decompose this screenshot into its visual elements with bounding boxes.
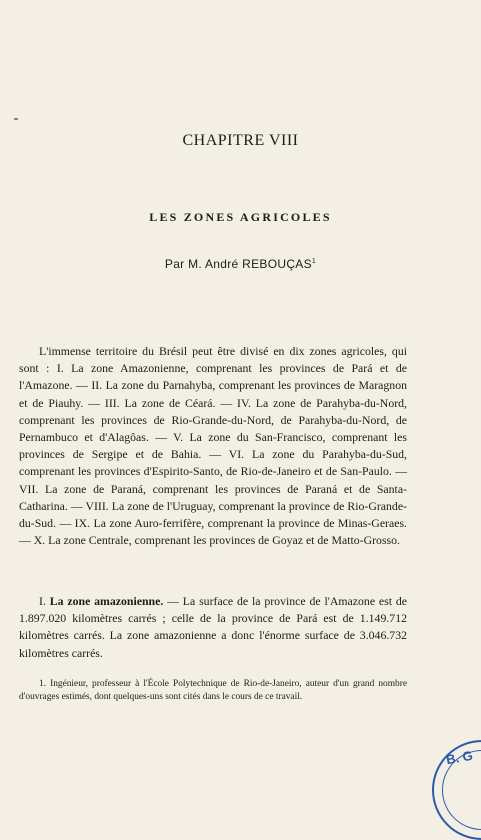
author-name: Par M. André REBOUÇAS (164, 257, 312, 271)
footnote-reference: 1 (311, 258, 317, 265)
footnote-separator (19, 668, 407, 669)
paragraph-zones-list: L'immense territoire du Brésil peut être divisé en dix zones agricoles, qui sont : I. La zone Amazonienne, comprenant les provinces de Pará et de l'Amazone. — II. La zone du Parnahyba, comprenant les provinces de Maragnon et de Piauhy. — III. La zone de Céará. — IV. La zone de Parahyba-du-Nord, comprenant les provinces de Rio-Grande-du-Nord, de Parahyba-du-Nord, de Pernambuco et d'Alagôas. — V. La zone du San-Francisco, comprenant les provinces de Sergipe et de Bahia. — VI. La zone du Parahyba-du-Sud, comprenant les provinces d'Espirito-Santo, de Rio-de-Janeiro et de San-Paulo. — VII. La zone de Paraná, comprenant les provinces de Paraná et de Santa-Catharina. — VIII. La zone de l'Uruguay, comprenant la province de Rio-Grande-du-Sud. — IX. La zone Auro-ferrifère, comprenant la province de Minas-Geraes. — X. La zone Centrale, comprenant les provinces de Goyaz et de Matto-Grosso. (19, 344, 407, 548)
stamp-text: B. G (444, 747, 474, 768)
footnote: 1. Ingénieur, professeur à l'École Polytechnique de Rio-de-Janeiro, auteur d'un grand nombre d'ouvrages estimés, dont quelques-uns sont cités dans le cours de ce travail. (19, 679, 407, 702)
section-numeral: I. (39, 594, 46, 608)
subsection-heading: La zone amazonienne. (49, 594, 164, 608)
margin-mark (14, 118, 18, 120)
paragraph-amazon-text: — La surface de la province de l'Amazone est de 1.897.020 kilomètres carrés ; celle de la province de Pará est de 1.149.712 kilomètres carrés. La zone amazonienne a donc l'énorme surface de 3.046.732 kilomètres carrés. (19, 594, 408, 660)
paragraph-amazon-zone (19, 593, 407, 662)
library-stamp (432, 740, 481, 840)
chapter-heading: CHAPITRE VIII (182, 132, 299, 149)
section-title: LES ZONES AGRICOLES (149, 210, 332, 224)
author-line (0, 257, 481, 271)
